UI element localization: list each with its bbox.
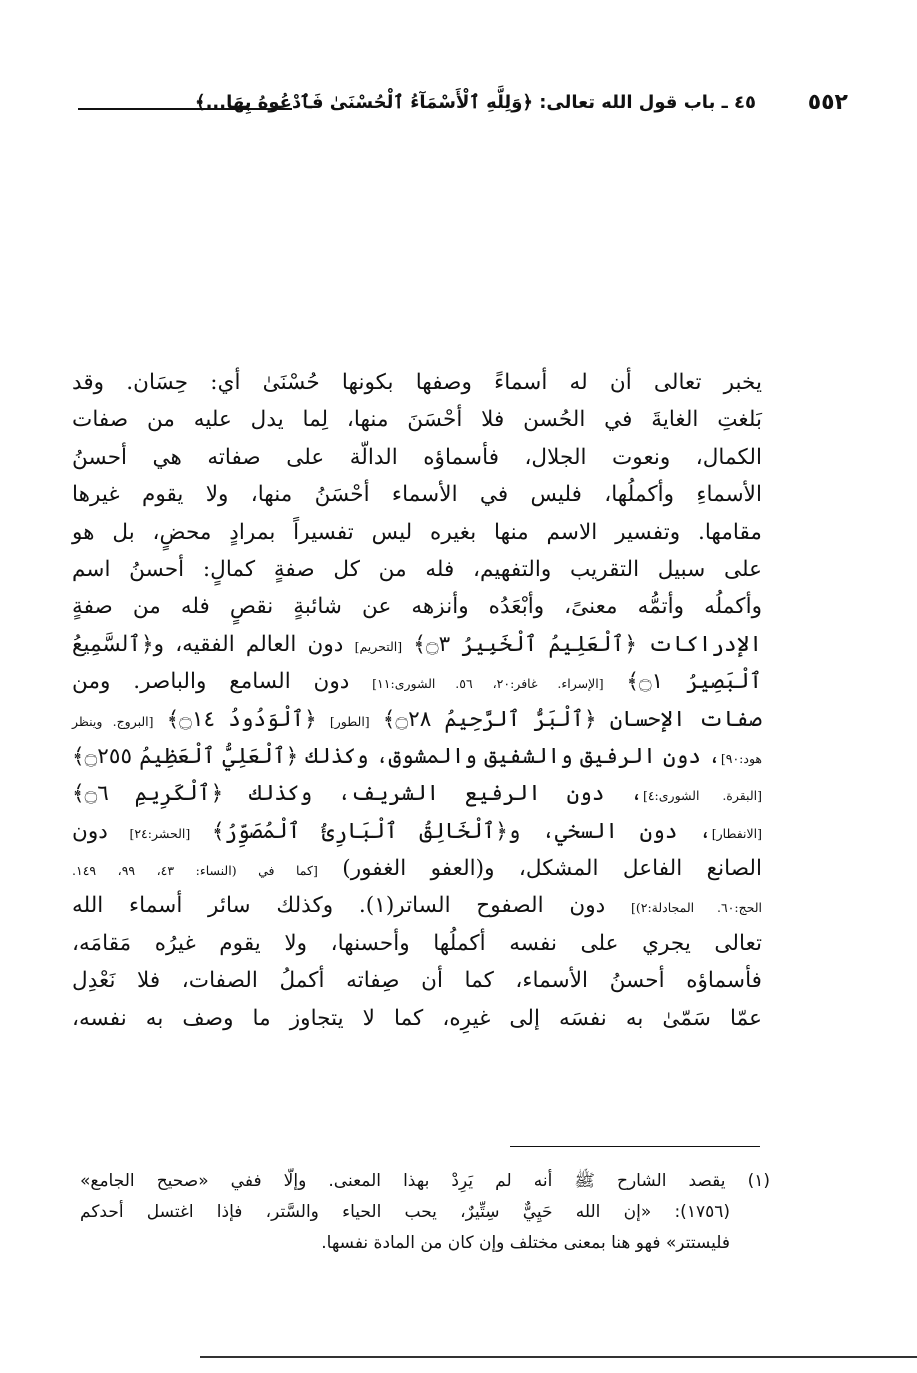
text-line: وأكملُه وأتمُّه معنىً، وأبْعَدُه وأنزهه عن شائبةٍ نقصٍ فله من صفةٍ xyxy=(72,594,762,620)
main-text xyxy=(72,364,762,1037)
verse-reference: [البقرة. الشورى:٤] xyxy=(642,788,762,804)
page-number: ٥٥٢ xyxy=(807,90,848,115)
footnote-line: (١٧٥٦): «إن الله حَيِيٌّ سِتِّيرٌ، يحب الحياء والسَّتر، فإذا اغتسل أحدكم xyxy=(80,1202,730,1222)
page-bottom-rule xyxy=(200,1356,917,1358)
verse-reference: [الطور] xyxy=(329,713,370,729)
text-line: الإدراكات ﴿ٱلْعَلِيمُ ٱلْخَبِيرُ ۝٣﴾ [التحريم] دون العالم الفقيه، و﴿ٱلسَّمِيعُ xyxy=(72,631,762,657)
verse-reference: [الحشر:٢٤] xyxy=(129,825,191,841)
verse-reference: هود:٩٠] xyxy=(720,750,762,766)
footnote-line: فليستتر» فهو هنا بمعنى مختلف وإن كان من المادة نفسها. xyxy=(321,1233,730,1253)
text-line: يخبر تعالى أن له أسماءً وصفها بكونها حُسْنَىٰ أي: حِسَان. وقد xyxy=(72,370,762,395)
text-line: [البقرة. الشورى:٤]، دون الرفيع الشريف، وكذلك ﴿ٱلْكَرِيمِ ۝٦﴾ xyxy=(72,781,762,807)
text-line: الأسماءِ وأكملُها، فليس في الأسماء أحْسَنُ منها، ولا يقوم غيرها xyxy=(72,482,762,508)
footnote-line: (١) يقصد الشارح ﷺ أنه لم يَرِدْ بهذا المعنى. وإلّا ففي «صحيح الجامع» xyxy=(80,1171,770,1191)
verse-reference: [التحريم] xyxy=(354,638,403,654)
text-line: فأسماؤه أحسنُ الأسماء، كما أن صِفاته أكملُ الصفات، فلا نَعْدِل xyxy=(72,968,762,994)
text-line: الكمال، ونعوت الجلال، فأسماؤه الدالّة على صفاته هي أحسنُ xyxy=(72,444,762,470)
text-line: عمّا سَمّىٰ به نفسَه إلى غيرِه، كما لا يتجاوز ما وصف به نفسه، xyxy=(72,1005,762,1031)
verse-reference: [الإسراء. غافر:٢٠، ٥٦. الشورى:١١] xyxy=(372,676,604,692)
verse-reference: [البروج. وينظر xyxy=(72,713,154,729)
text-line: ٱلْبَصِيرُ ۝١﴾ [الإسراء. غافر:٢٠، ٥٦. الشورى:١١] دون السامع والباصر. ومن xyxy=(72,669,762,695)
text-line: تعالى يجري على نفسه أكملُها وأحسنها، ولا يقوم غيرُه مَقامَه، xyxy=(72,930,762,956)
text-line: هود:٩٠]، دون الرفيق والشفيق والمشوق، وكذلك ﴿ٱلْعَلِيُّ ٱلْعَظِيمُ ۝٢٥٥﴾ xyxy=(72,743,762,769)
text-line: [الانفطار]، دون السخي، و﴿ٱلْخَالِقُ ٱلْبَارِئُ ٱلْمُصَوِّرُ﴾ [الحشر:٢٤] دون xyxy=(72,818,762,844)
footnotes xyxy=(80,1166,770,1259)
text-line: مقامها. وتفسير الاسم منها بغيره ليس تفسيراً بمرادٍ محضٍ، بل هو xyxy=(72,519,762,545)
chapter-title: ٤٥ ـ باب قول الله تعالى: ﴿وَلِلَّهِ ٱلْأَسْمَآءُ ٱلْحُسْنَىٰ فَٱدْعُوهُ بِهَا...﴾ xyxy=(195,92,756,113)
verse-reference: [كما في (النساء: ٤٣، ٩٩، ١٤٩. xyxy=(72,863,318,879)
running-header xyxy=(78,84,848,124)
verse-reference: الحج:٦٠. المجادلة:٢)] xyxy=(630,900,763,916)
text-line: الصانع الفاعل المشكل، و(العفو الغفور) [كما في (النساء: ٤٣، ٩٩، ١٤٩. xyxy=(72,856,763,882)
header-rule xyxy=(78,108,292,110)
text-line: على سبيل التقريب والتفهيم، فله من كل صفةٍ كمالٍ: أحسنُ اسم xyxy=(72,556,762,582)
text-line: بَلغتِ الغايةَ في الحُسن فلا أحْسَنَ منها، لِما يدل عليه من صفات xyxy=(72,407,762,433)
footnote-separator xyxy=(510,1146,760,1147)
text-line: الحج:٦٠. المجادلة:٢)] دون الصفوح الساتر(١). وكذلك سائر أسماء الله xyxy=(72,893,763,919)
text-line: صفات الإحسان ﴿ٱلْبَرُّ ٱلرَّحِيمُ ۝٢٨﴾ [الطور] ﴿ٱلْوَدُودُ ۝١٤﴾ [البروج. وينظر xyxy=(72,706,762,732)
verse-reference: [الانفطار] xyxy=(711,825,762,841)
